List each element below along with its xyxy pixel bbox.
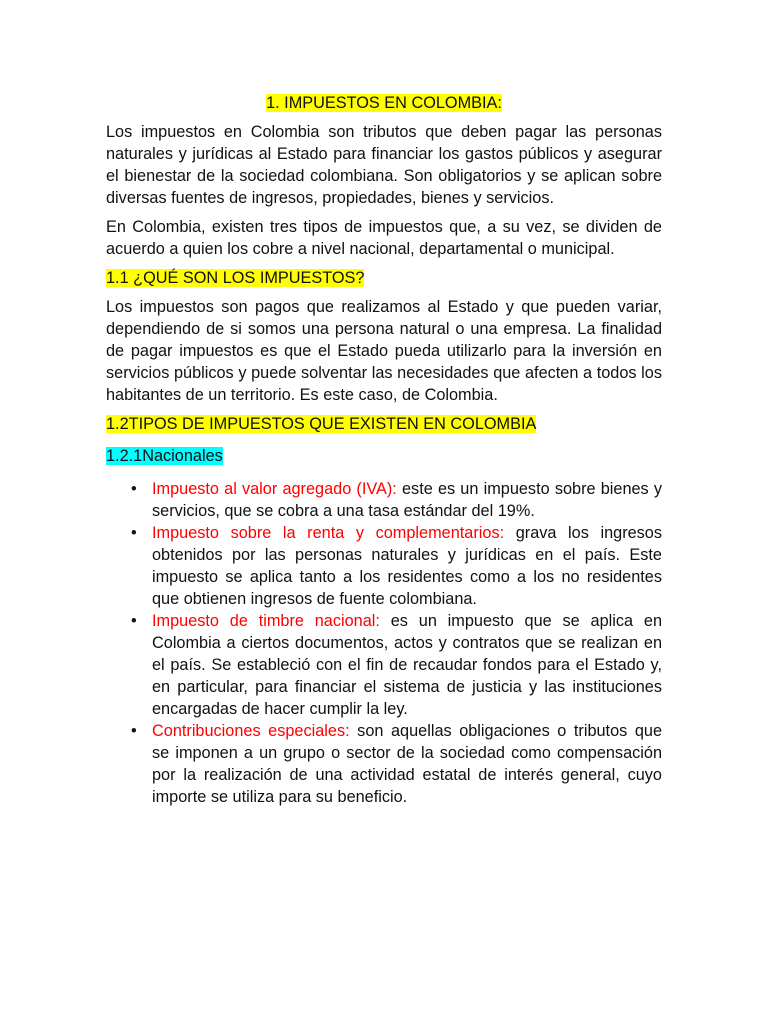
section-1-1-heading: [106, 267, 662, 289]
list-item: [131, 720, 662, 808]
list-item-text: son aquellas obligaciones o tributos que se imponen a un grupo o sector de la sociedad como compensación por la realización de una actividad estatal de interés general, cuyo importe se utiliza para su beneficio.: [152, 722, 662, 806]
list-item-text: es un impuesto que se aplica en Colombia a ciertos documentos, actos y contratos que se realizan en el país. Se estableció con el fin de recaudar fondos para el Estado y, en particular, para financiar el sistema de justicia y las instituciones encargadas de hacer cumplir la ley.: [152, 612, 663, 718]
bullet-icon: •: [131, 722, 137, 740]
list-item: [131, 522, 663, 610]
section-1-1-paragraph: Los impuestos son pagos que realizamos al Estado y que pueden variar, dependiendo de si somos una persona natural o una empresa. La finalidad de pagar impuestos es que el Estado pueda utilizarlo para la inversión en servicios públicos y puede solventar las necesidades que afecten a todos los habitantes de un territorio. Es este caso, de Colombia.: [106, 298, 662, 404]
list-item: [131, 610, 663, 720]
list-item-term: Impuesto de timbre nacional:: [152, 612, 380, 630]
list-item-text: grava los ingresos obtenidos por las personas naturales y jurídicas en el país. Este impuesto se aplica tanto a los residentes como a los no residentes que obtienen ingresos de fuente colombiana.: [152, 524, 663, 608]
bullet-icon: •: [131, 524, 137, 542]
section-1-2-heading: [106, 413, 662, 435]
list-item-term: Contribuciones especiales:: [152, 722, 350, 740]
section-1-2-1-heading: [106, 445, 662, 467]
list-item: [131, 478, 663, 522]
intro-paragraph-2: En Colombia, existen tres tipos de impuestos que, a su vez, se dividen de acuerdo a quien los cobre a nivel nacional, departamental o municipal.: [106, 218, 662, 258]
intro-paragraph-1: Los impuestos en Colombia son tributos que deben pagar las personas naturales y jurídicas al Estado para financiar los gastos públicos y asegurar el bienestar de la sociedad colombiana. Son obligatorios y se aplican sobre diversas fuentes de ingresos, propiedades, bienes y servicios.: [106, 123, 662, 207]
title-highlight: 1. IMPUESTOS EN COLOMBIA:: [266, 94, 502, 112]
list-item-term: Impuesto sobre la renta y complementarios:: [152, 524, 505, 542]
bullet-icon: •: [131, 612, 137, 630]
list-item-term: Impuesto al valor agregado (IVA):: [152, 480, 397, 498]
document-title: [106, 92, 662, 114]
document-page: [106, 92, 662, 808]
tax-list: [106, 478, 662, 808]
bullet-icon: •: [131, 480, 137, 498]
section-1-2-1-highlight: 1.2.1Nacionales: [106, 447, 223, 465]
section-1-1-highlight: 1.1 ¿QUÉ SON LOS IMPUESTOS?: [106, 269, 365, 287]
list-item-text: este es un impuesto sobre bienes y servicios, que se cobra a una tasa estándar del 19%.: [152, 480, 663, 520]
section-1-2-highlight: 1.2TIPOS DE IMPUESTOS QUE EXISTEN EN COLOMBIA: [106, 415, 537, 433]
